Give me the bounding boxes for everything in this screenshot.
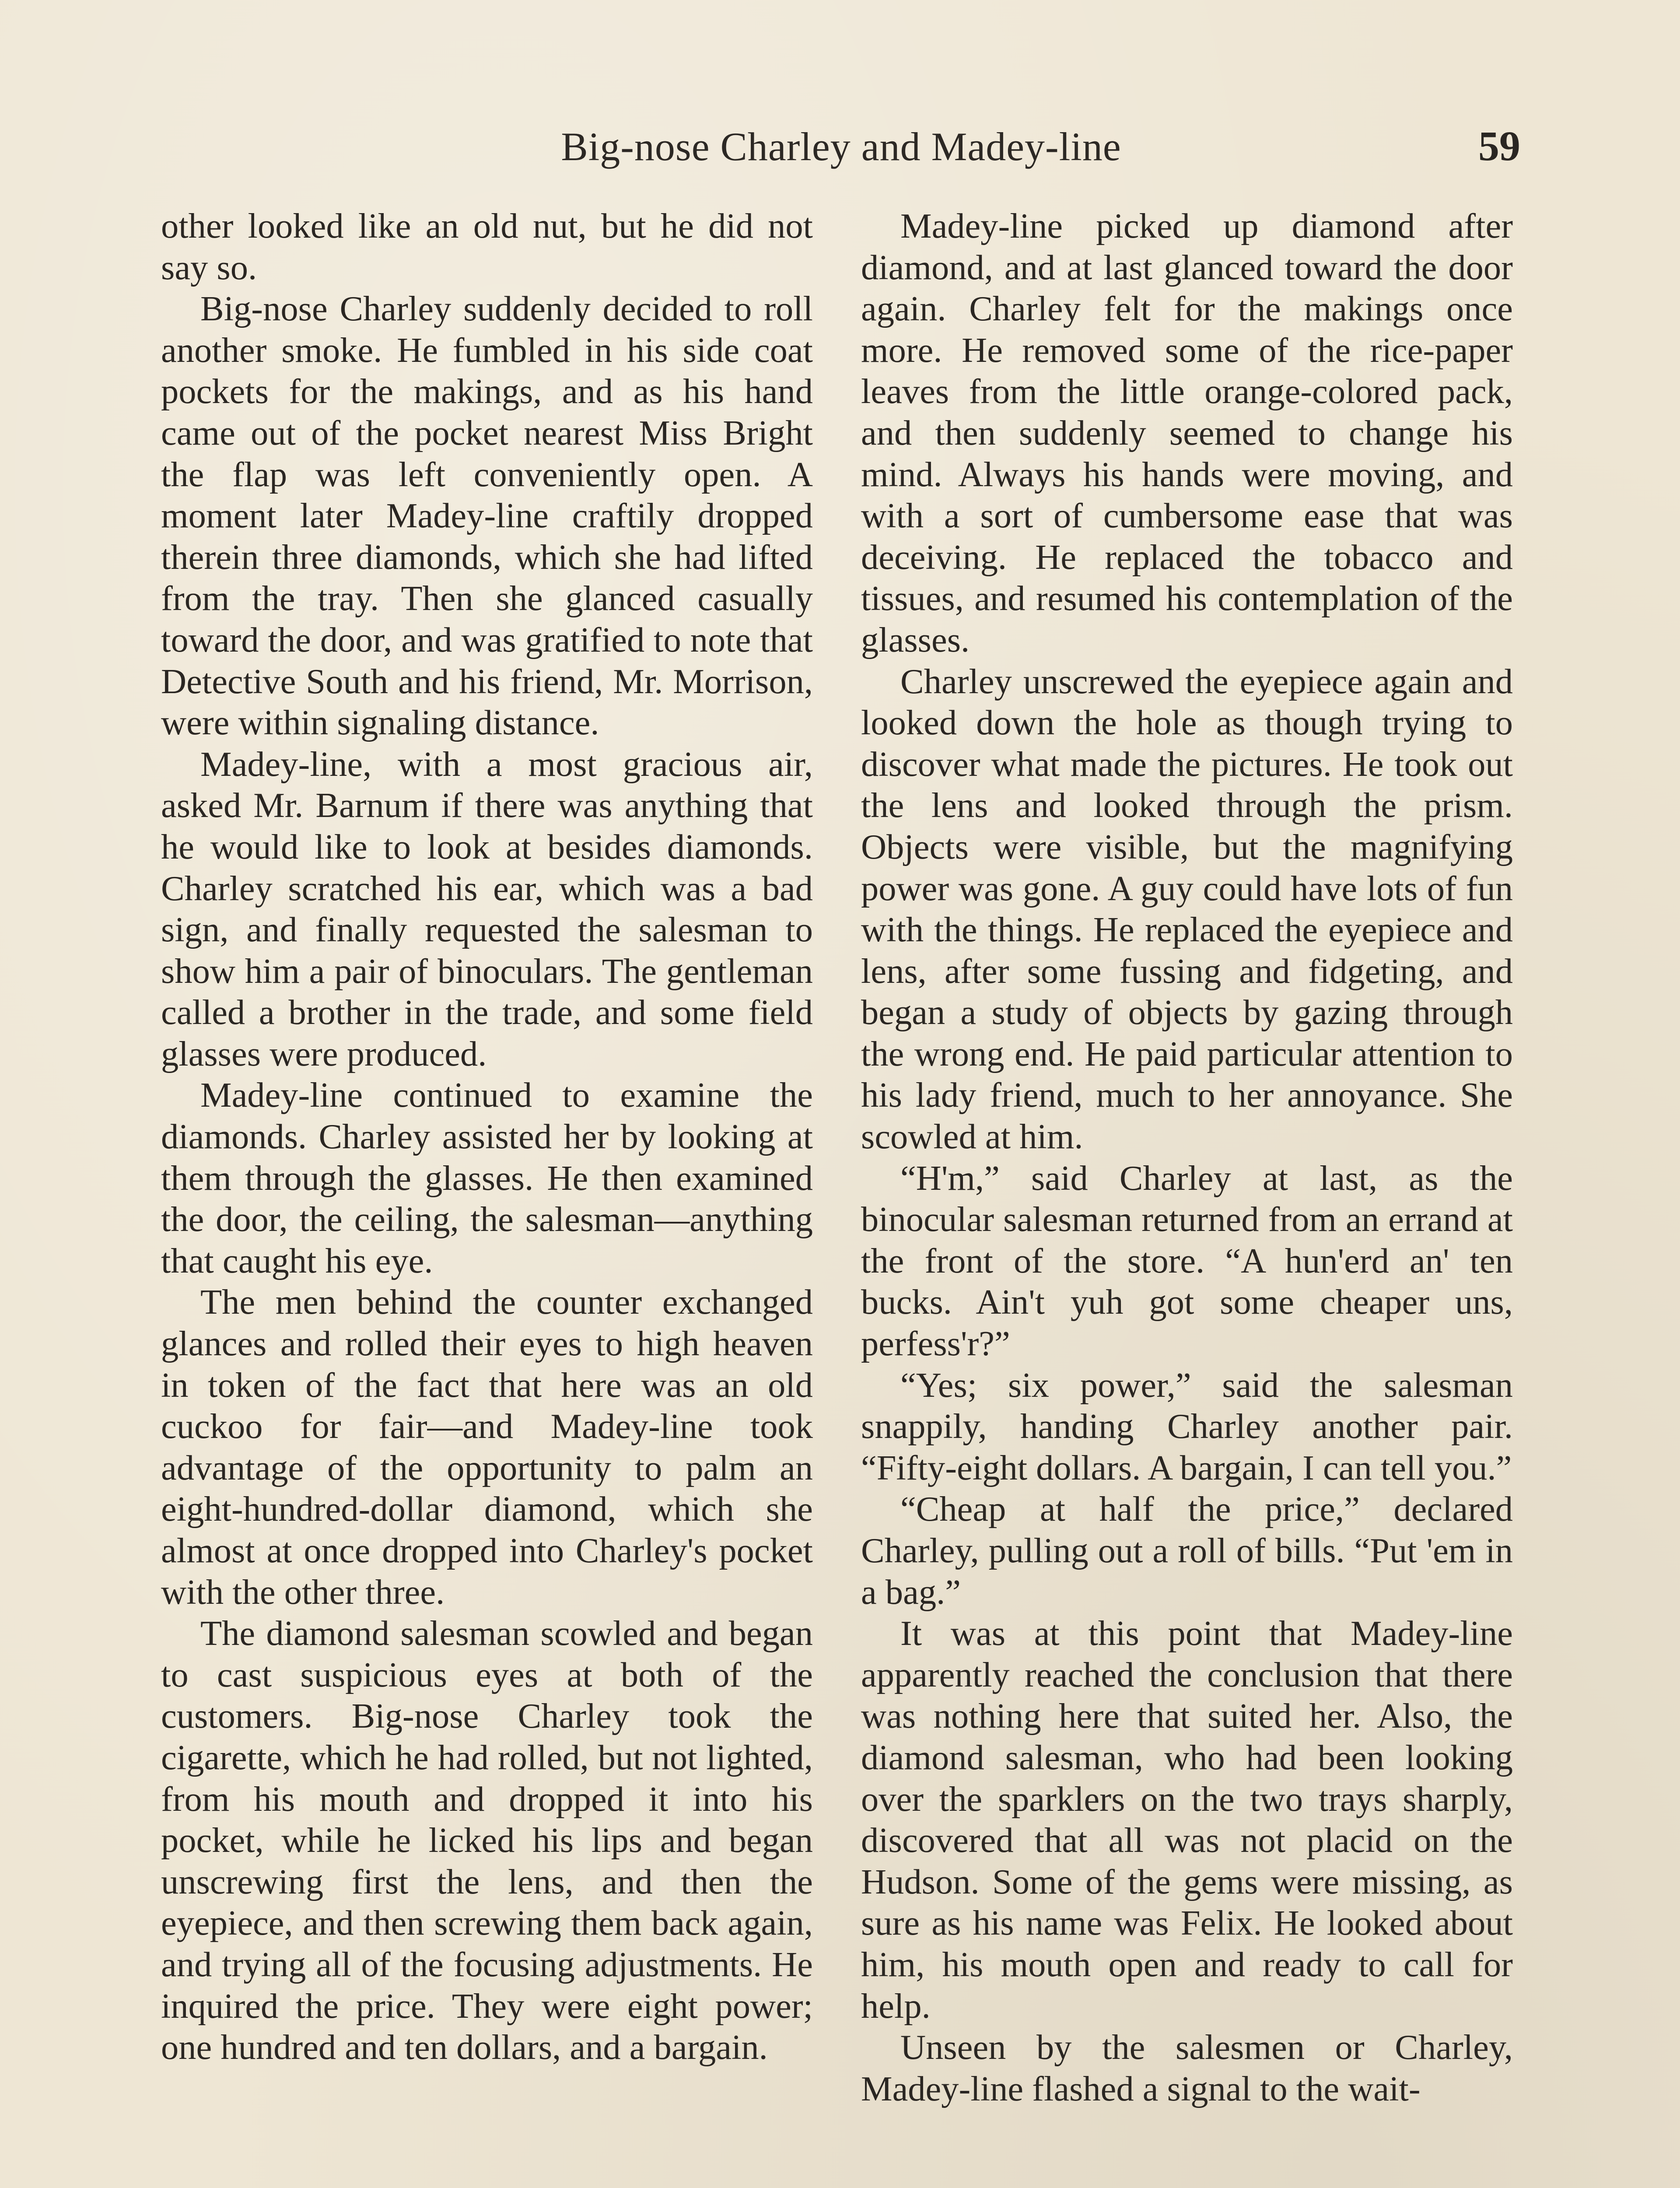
- paragraph: Big-nose Charley suddenly decided to roll another smoke. He fumbled in his side coat pockets for the makings, and as his hand came out of the pocket nearest Miss Bright the flap was left conveniently open. A moment later Madey-line craftily dropped therein three diamonds, which she had lifted from the tray. Then she glanced casually toward the door, and was gratified to note that Detective South and his friend, Mr. Morrison, were within signaling distance.: [161, 289, 813, 743]
- paragraph: other looked like an old nut, but he did not say so.: [161, 207, 813, 287]
- paragraph: Madey-line continued to examine the diamonds. Charley assisted her by looking at them through the glasses. He then examined the door, the ceiling, the salesman—anything that caught his eye.: [161, 1076, 813, 1280]
- paragraph: Unseen by the salesmen or Charley, Madey-line flashed a signal to the wait-: [861, 2028, 1513, 2108]
- running-head: Big-nose Charley and Madey-line: [561, 124, 1121, 169]
- paragraph: Madey-line, with a most gracious air, asked Mr. Barnum if there was anything that he would like to look at besides diamonds. Charley scratched his ear, which was a bad sign, and finally requested the salesman to show him a pair of binoculars. The gentleman called a brother in the trade, and some field glasses were produced.: [161, 744, 813, 1073]
- right-column: [861, 206, 1513, 2110]
- left-column: [161, 206, 813, 2069]
- page-header: [162, 123, 1520, 185]
- page-number: 59: [1478, 123, 1520, 169]
- paragraph: It was at this point that Madey-line apparently reached the conclusion that there was nothing here that suited her. Also, the diamond salesman, who had been looking over the sparklers on the two trays sharply, discovered that all was not placid on the Hudson. Some of the gems were missing, as sure as his name was Felix. He looked about him, his mouth open and ready to call for help.: [861, 1614, 1513, 2026]
- paragraph: “Yes; six power,” said the salesman snappily, handing Charley another pair. “Fifty-eight dollars. A bargain, I can tell you.”: [861, 1365, 1513, 1487]
- paragraph: The men behind the counter exchanged glances and rolled their eyes to high heaven in token of the fact that here was an old cuckoo for fair—and Madey-line took advantage of the opportunity to palm an eight-hundred-dollar diamond, which she almost at once dropped into Charley's pocket with the other three.: [161, 1283, 813, 1612]
- paragraph: The diamond salesman scowled and began to cast suspicious eyes at both of the customers. Big-nose Charley took the cigarette, which he had rolled, but not lighted, from his mouth and dropped it into his pocket, while he licked his lips and began unscrewing first the lens, and then the eyepiece, and then screwing them back again, and trying all of the focusing adjustments. He inquired the price. They were eight power; one hundred and ten dollars, and a bargain.: [161, 1614, 813, 2067]
- paragraph: Charley unscrewed the eyepiece again and looked down the hole as though trying to discover what made the pictures. He took out the lens and looked through the prism. Objects were visible, but the magnifying power was gone. A guy could have lots of fun with the things. He replaced the eyepiece and lens, after some fussing and fidgeting, and began a study of objects by gazing through the wrong end. He paid particular attention to his lady friend, much to her annoyance. She scowled at him.: [861, 662, 1513, 1157]
- paragraph: “Cheap at half the price,” declared Charley, pulling out a roll of bills. “Put 'em in a bag.”: [861, 1490, 1513, 1612]
- paragraph: “H'm,” said Charley at last, as the binocular salesman returned from an errand at the front of the store. “A hun'erd an' ten bucks. Ain't yuh got some cheaper uns, perfess'r?”: [861, 1158, 1513, 1364]
- paragraph: Madey-line picked up diamond after diamond, and at last glanced toward the door again. Charley felt for the makings once more. He removed some of the rice-paper leaves from the little orange-colored pack, and then suddenly seemed to change his mind. Always his hands were moving, and with a sort of cumbersome ease that was deceiving. He replaced the tobacco and tissues, and resumed his contemplation of the glasses.: [861, 207, 1513, 659]
